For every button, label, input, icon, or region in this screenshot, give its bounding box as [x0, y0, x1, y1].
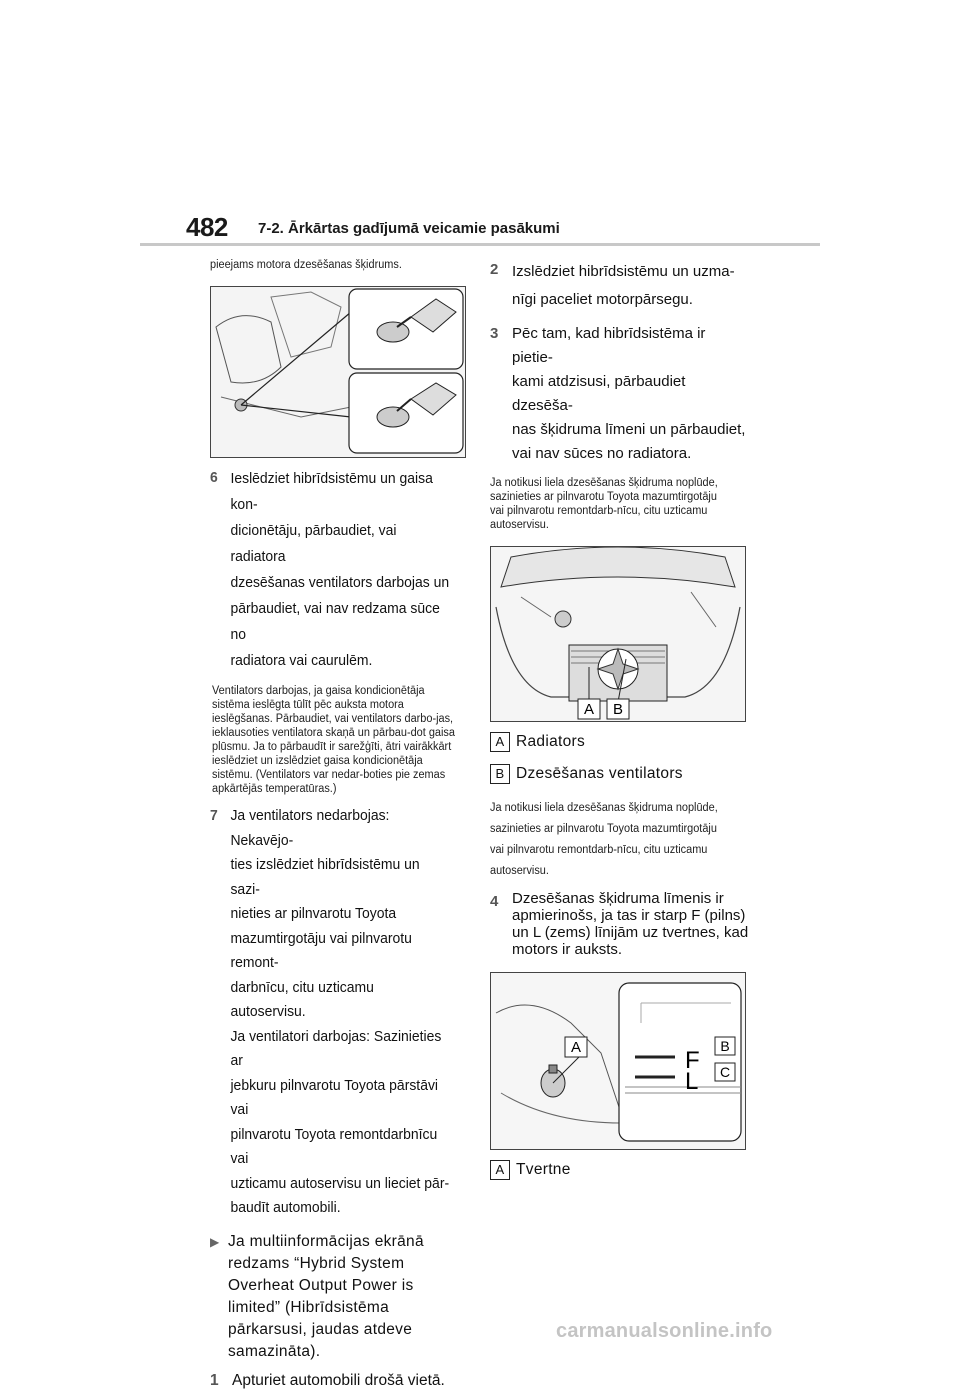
legend-b-box: B: [490, 764, 510, 784]
step-3-text: Pēc tam, kad hibrīdsistēma ir pietie- kami atdzisusi, pārbaudiet dzesēša- nas šķidruma līmeni un pārbaudiet, vai nav sūces no radiatora.: [512, 325, 746, 462]
fig3-label-b: B: [720, 1038, 730, 1054]
note-fan-operation: Ventilators darbojas, ja gaisa kondicionētāja sistēma ieslēgta tūlīt pēc auksta motora ieslēgšanas. Pārbaudiet, vai ventilators darbo-jas, ieklausoties ventilatora skaņā un pārbau-dot gaisa plūsmu. Ja to pārbaudīt ir sarežģīti, ātri vairākkārt ieslēdziet un izslēdziet gaisa kondicionētāja sistēmu. (Ventilators var nedar-boties pie zemas apkārtējās temperatūras.): [212, 685, 455, 795]
reservoir-illustration: [491, 973, 745, 1149]
figure-radiator-fan: [490, 546, 746, 722]
intro-text: pieejams motora dzesēšanas šķidrums.: [210, 259, 402, 271]
step-1-number: 1: [210, 1371, 219, 1389]
step-2-text: Izslēdziet hibrīdsistēmu un uzma- nīgi paceliet motorpārsegu.: [512, 263, 735, 308]
legend-tvertne-text: Tvertne: [516, 1161, 571, 1178]
fig3-label-a: A: [570, 1039, 582, 1056]
legend-tvertne: [490, 1160, 750, 1180]
radiator-fan-illustration: [491, 547, 745, 721]
step-4-text: Dzesēšanas šķidruma līmenis ir apmierinošs, ja tas ir starp F (pilns) un L (zems) līnijām uz tvertnes, kad motors ir auksts.: [512, 890, 749, 958]
header-rule: [140, 243, 820, 246]
note-leak-contact: Ja notikusi liela dzesēšanas šķidruma noplūde, sazinieties ar pilnvarotu Toyota mazumtirgotāju vai pilnvarotu remontdarb-nīcu, citu uzticamu autoservisu.: [490, 477, 718, 531]
site-watermark: carmanualsonline.info: [556, 1320, 773, 1342]
fig3-mark-f: F: [685, 1047, 700, 1074]
legend-a-text: Radiators: [516, 733, 586, 750]
legend-tvertne-box: A: [490, 1160, 510, 1180]
section-title: 7-2. Ārkārtas gadījumā veicamie pasākumi: [258, 220, 560, 237]
step-4: [490, 890, 750, 958]
step-2: [490, 258, 750, 314]
figure-reservoir: [490, 972, 746, 1150]
legend-radiators: [490, 732, 750, 752]
step-7-number: 7: [210, 807, 218, 824]
legend-a-box: A: [490, 732, 510, 752]
step-7: [210, 804, 450, 1221]
legend-fan: [490, 764, 750, 784]
triangle-bullet-icon: ▶: [210, 1234, 220, 1249]
step-4-number: 4: [490, 893, 499, 910]
step-2-number: 2: [490, 261, 499, 278]
step-6: [210, 466, 450, 674]
step-3-number: 3: [490, 325, 499, 342]
step-3: [490, 322, 750, 466]
note-leak-repeat: Ja notikusi liela dzesēšanas šķidruma noplūde, sazinieties ar pilnvarotu Toyota mazumtirgotāju vai pilnvarotu remontdarb-nīcu, citu uzticamu autoservisu.: [490, 802, 718, 877]
fig3-mark-l: L: [685, 1068, 699, 1095]
step-6-number: 6: [210, 469, 218, 486]
right-column: [490, 258, 750, 1180]
step-1: [210, 1369, 468, 1393]
fig3-label-c: C: [719, 1064, 731, 1080]
bullet-overheat-text: Ja multiinformācijas ekrānā redzams “Hybrid System Overheat Output Power is limited” (Hibrīdsistēma pārkarsusi, jaudas atdeve samazināta).: [228, 1232, 424, 1360]
figure-coolant-refill: [210, 286, 466, 458]
legend-b-text: Dzesēšanas ventilators: [516, 765, 683, 782]
page-number: 482: [186, 212, 228, 242]
step-1-text: Apturiet automobili drošā vietā.: [232, 1371, 445, 1389]
coolant-refill-illustration: [211, 287, 465, 457]
fig2-label-b: B: [612, 701, 624, 718]
left-column: [210, 258, 468, 1393]
step-6-text: Ieslēdziet hibrīdsistēmu un gaisa kon- dicionētāju, pārbaudiet, vai radiatora dzesēšanas ventilators darbojas un pārbaudiet, vai nav redzama sūce no radiatora vai caurulēm.: [230, 470, 450, 669]
bullet-overheat-message: [210, 1231, 468, 1363]
fig2-label-a: A: [583, 701, 595, 718]
step-7-text: Ja ventilators nedarbojas: Nekavējo- ties izslēdziet hibrīdsistēmu un sazi- nieties ar pilnvarotu Toyota mazumtirgotāju vai pilnvarotu remont- darbnīcu, citu uzticamu autoservisu. Ja ventilatori darbojas: Sazinieties ar jebkuru pilnvarotu Toyota pārstāvi vai pilnvarotu Toyota remontdarbnīcu vai uzticamu autoservisu un lieciet pār- baudīt automobili.: [230, 807, 450, 1216]
